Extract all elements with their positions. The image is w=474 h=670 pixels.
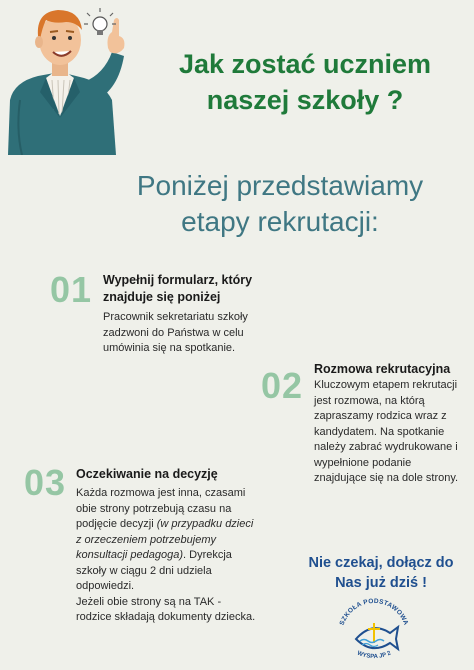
call-to-action (296, 553, 466, 593)
step-3-body-line: Jeżeli obie strony są na TAK - (76, 595, 222, 608)
step-2-body-line: wypełnione podanie (314, 456, 412, 469)
step-2-title (314, 361, 450, 378)
step-2-body-line: należy zabrać wydrukowane i (314, 441, 458, 453)
step-3-body-line: odpowiedzi. (76, 580, 135, 592)
step-2-body-line: kandydatem. Na spotkanie (314, 425, 445, 438)
step-3-body-line: rodzice składają dokumenty dziecka. (76, 611, 256, 623)
page-title (150, 46, 460, 118)
step-2-number: 02 (261, 365, 304, 406)
step-1-body-line: umówinia się na spotkanie. (103, 342, 236, 354)
step-2-title-line: Rozmowa rekrutacyjna (314, 362, 451, 376)
school-logo (334, 597, 414, 667)
step-3-body-segment: podjęcie decyzji (76, 518, 154, 530)
lightbulb-icon (84, 8, 116, 35)
step-1-title-line: Wypełnij formularz, który (103, 273, 253, 287)
step-3-body-line: Każda rozmowa jest inna, czasami (76, 487, 246, 499)
step-1-body-line: Pracownik sekretariatu szkoły (103, 311, 248, 323)
step-3-body-line (76, 517, 255, 533)
step-3-body-italic: konsultacji pedagoga) (76, 549, 184, 561)
cta-line-1: Nie czekaj, dołącz do (308, 555, 454, 571)
step-1-number: 01 (50, 269, 93, 310)
step-2-body-line: zapraszamy rodzica wraz z (314, 410, 447, 422)
svg-text:SZKOŁA PODSTAWOWA (339, 598, 410, 626)
logo-text-bottom: WYSPA JP 2 (356, 650, 392, 661)
step-3-body-italic: (w przypadku dzieci (156, 518, 254, 530)
step-3-body (76, 486, 255, 626)
logo-text-top: SZKOŁA PODSTAWOWA (338, 597, 410, 627)
step-3-number: 03 (24, 462, 67, 503)
step-2-body-line: Kluczowym etapem rekrutacji (314, 379, 458, 391)
step-2-body-line: jest rozmowa, na którą (314, 394, 425, 407)
step-1-title-line: znajduje się poniżej (103, 290, 221, 304)
svg-text:WYSPA JP 2 (356, 650, 392, 660)
title-line-1: Jak zostać uczniem (178, 49, 432, 79)
step-3-title (76, 466, 218, 483)
intro-heading (120, 168, 440, 240)
step-1-body-line: zadzwoni do Państwa w celu (103, 326, 244, 339)
step-3-title-line: Oczekiwanie na decyzję (76, 467, 218, 481)
step-3-body-italic: z orzeczeniem potrzebujemy (76, 533, 217, 546)
cta-line-2: Nas już dziś ! (335, 575, 427, 591)
step-2-body-line: znajdujące się na dole strony. (314, 472, 459, 484)
step-2-body (314, 378, 458, 487)
step-3-body-line: obie strony potrzebują czasu na (76, 502, 232, 515)
step-3-body-line (76, 548, 255, 564)
step-3-body-line (76, 533, 255, 549)
step-3-body-segment: . Dyrekcja (183, 549, 232, 561)
title-line-2: naszej szkoły ? (206, 85, 404, 115)
step-3-body-line: szkoły w ciągu 2 dni udziela (76, 564, 212, 577)
teacher-illustration (0, 0, 150, 155)
intro-line-2: etapy rekrutacji: (181, 206, 379, 237)
step-1-body (103, 310, 248, 357)
intro-line-1: Poniżej przedstawiamy (136, 170, 424, 201)
step-1-title (103, 272, 252, 306)
